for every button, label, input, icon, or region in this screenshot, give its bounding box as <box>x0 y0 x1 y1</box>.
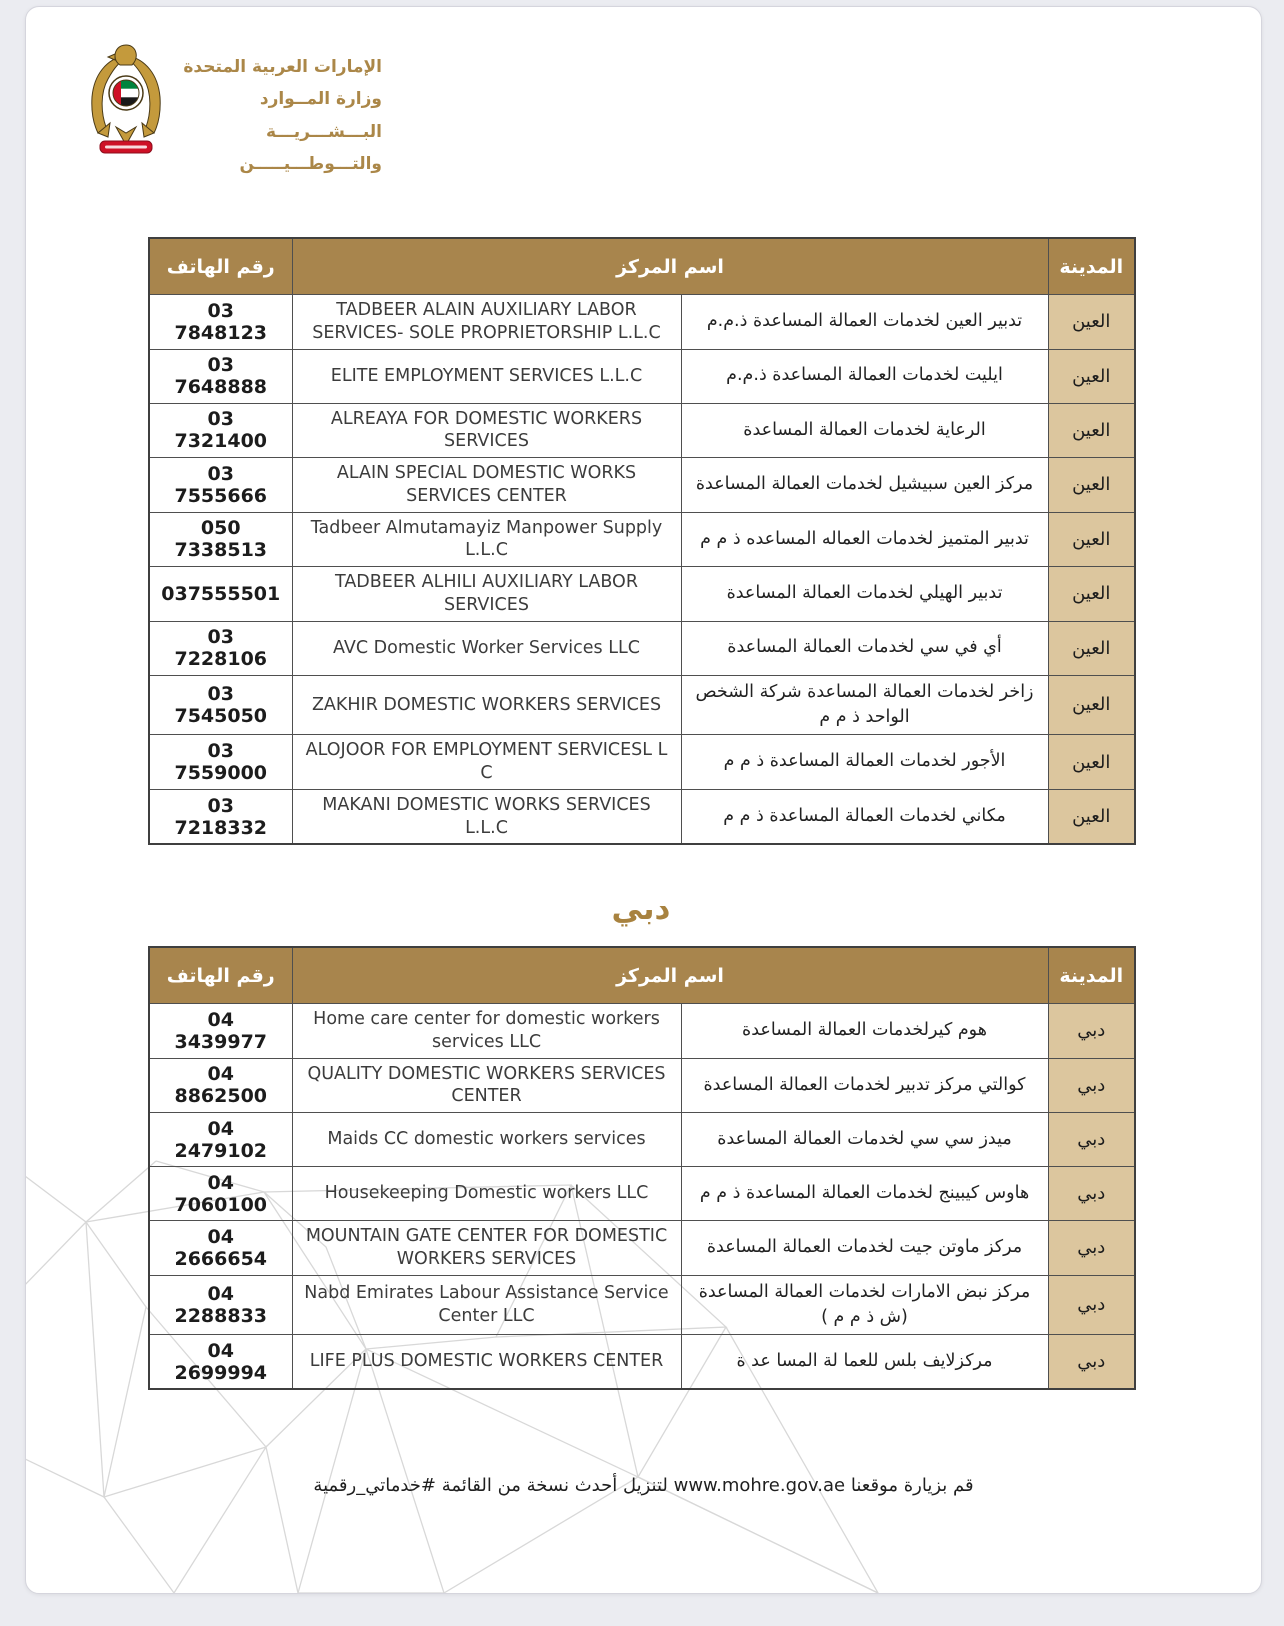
center-name-arabic-cell: الأجور لخدمات العمالة المساعدة ذ م م <box>681 735 1048 790</box>
center-name-english-cell: Housekeeping Domestic workers LLC <box>292 1167 681 1221</box>
center-name-arabic-cell: هوم كيرلخدمات العمالة المساعدة <box>681 1004 1048 1059</box>
phone-cell: 03 7648888 <box>149 349 292 403</box>
center-name-arabic-cell: زاخر لخدمات العمالة المساعدة شركة الشخص الواحد ذ م م <box>681 675 1048 735</box>
phone-column-header: رقم الهاتف <box>149 947 292 1004</box>
ministry-brand-header <box>86 41 382 180</box>
center-table-row <box>149 295 1135 350</box>
center-name-arabic-cell: تدبير العين لخدمات العمالة المساعدة ذ.م.م <box>681 295 1048 350</box>
phone-cell: 04 2479102 <box>149 1113 292 1167</box>
center-table-row <box>149 1167 1135 1221</box>
city-cell: دبي <box>1048 1335 1135 1390</box>
phone-cell: 03 7218332 <box>149 789 292 844</box>
center-name-english-cell: MOUNTAIN GATE CENTER FOR DOMESTIC WORKERS SERVICES <box>292 1221 681 1276</box>
center-name-arabic-cell: تدبير الهيلي لخدمات العمالة المساعدة <box>681 567 1048 622</box>
city-cell: دبي <box>1048 1058 1135 1113</box>
phone-cell: 04 7060100 <box>149 1167 292 1221</box>
center-table-row <box>149 621 1135 675</box>
document-page <box>25 6 1262 1594</box>
table-header-row <box>149 238 1135 295</box>
phone-cell: 03 7559000 <box>149 735 292 790</box>
city-cell: العين <box>1048 295 1135 350</box>
center-table-row <box>149 735 1135 790</box>
center-table-row <box>149 1335 1135 1390</box>
center-name-arabic-cell: الرعاية لخدمات العمالة المساعدة <box>681 403 1048 458</box>
center-table-row <box>149 567 1135 622</box>
phone-cell: 04 3439977 <box>149 1004 292 1059</box>
city-cell: دبي <box>1048 1167 1135 1221</box>
city-column-header: المدينة <box>1048 947 1135 1004</box>
center-name-arabic-cell: أي في سي لخدمات العمالة المساعدة <box>681 621 1048 675</box>
phone-cell: 03 7228106 <box>149 621 292 675</box>
center-name-english-cell: TADBEER ALHILI AUXILIARY LABOR SERVICES <box>292 567 681 622</box>
dubai-centers-table <box>148 946 1136 1390</box>
uae-falcon-emblem-icon <box>86 41 166 155</box>
city-cell: دبي <box>1048 1221 1135 1276</box>
center-name-english-cell: Maids CC domestic workers services <box>292 1113 681 1167</box>
center-name-english-cell: Nabd Emirates Labour Assistance Service Center LLC <box>292 1275 681 1335</box>
org-name-line-2: وزارة المــوارد البـــشـــريـــة <box>259 89 382 142</box>
city-cell: العين <box>1048 403 1135 458</box>
city-cell: العين <box>1048 675 1135 735</box>
phone-cell: 04 2666654 <box>149 1221 292 1276</box>
phone-cell: 050 7338513 <box>149 512 292 567</box>
website-footer-note: قم بزيارة موقعنا www.mohre.gov.ae لتنزيل أحدث نسخة من القائمة #خدماتي_رقمية <box>313 1475 974 1496</box>
org-name-line-1: الإمارات العربية المتحدة <box>183 57 382 77</box>
city-cell: دبي <box>1048 1004 1135 1059</box>
center-name-arabic-cell: هاوس كيبينج لخدمات العمالة المساعدة ذ م م <box>681 1167 1048 1221</box>
city-cell: العين <box>1048 512 1135 567</box>
center-name-english-cell: TADBEER ALAIN AUXILIARY LABOR SERVICES- SOLE PROPRIETORSHIP L.L.C <box>292 295 681 350</box>
phone-cell: 04 2288833 <box>149 1275 292 1335</box>
phone-cell: 03 7545050 <box>149 675 292 735</box>
center-table-row <box>149 349 1135 403</box>
city-cell: العين <box>1048 789 1135 844</box>
center-name-english-cell: MAKANI DOMESTIC WORKS SERVICES L.L.C <box>292 789 681 844</box>
center-name-english-cell: ALAIN SPECIAL DOMESTIC WORKS SERVICES CENTER <box>292 458 681 513</box>
center-table-row <box>149 789 1135 844</box>
center-name-arabic-cell: ميدز سي سي لخدمات العمالة المساعدة <box>681 1113 1048 1167</box>
center-name-arabic-cell: ايليت لخدمات العمالة المساعدة ذ.م.م <box>681 349 1048 403</box>
city-cell: العين <box>1048 458 1135 513</box>
center-table-row <box>149 1058 1135 1113</box>
center-table-row <box>149 1113 1135 1167</box>
center-table-row <box>149 1004 1135 1059</box>
city-cell: العين <box>1048 621 1135 675</box>
center-name-column-header: اسم المركز <box>292 947 1048 1004</box>
alain-centers-table <box>148 237 1136 845</box>
center-name-english-cell: Tadbeer Almutamayiz Manpower Supply L.L.C <box>292 512 681 567</box>
center-table-row <box>149 458 1135 513</box>
center-name-column-header: اسم المركز <box>292 238 1048 295</box>
center-table-row <box>149 1275 1135 1335</box>
city-cell: دبي <box>1048 1275 1135 1335</box>
center-name-english-cell: AVC Domestic Worker Services LLC <box>292 621 681 675</box>
center-name-arabic-cell: مركز نبض الامارات لخدمات العمالة المساعدة (ش ذ م م ) <box>681 1275 1048 1335</box>
center-name-english-cell: QUALITY DOMESTIC WORKERS SERVICES CENTER <box>292 1058 681 1113</box>
center-name-english-cell: ZAKHIR DOMESTIC WORKERS SERVICES <box>292 675 681 735</box>
city-cell: العين <box>1048 567 1135 622</box>
phone-cell: 03 7555666 <box>149 458 292 513</box>
center-name-arabic-cell: كوالتي مركز تدبير لخدمات العمالة المساعدة <box>681 1058 1048 1113</box>
phone-cell: 03 7321400 <box>149 403 292 458</box>
org-name-line-3: والتـــوطـــيـــــن <box>239 153 382 174</box>
phone-column-header: رقم الهاتف <box>149 238 292 295</box>
center-name-arabic-cell: تدبير المتميز لخدمات العماله المساعده ذ م م <box>681 512 1048 567</box>
center-table-row <box>149 1221 1135 1276</box>
center-table-row <box>149 675 1135 735</box>
center-name-english-cell: ALOJOOR FOR EMPLOYMENT SERVICESL L C <box>292 735 681 790</box>
center-table-row <box>149 403 1135 458</box>
phone-cell: 03 7848123 <box>149 295 292 350</box>
table-header-row <box>149 947 1135 1004</box>
center-name-arabic-cell: مركزلايف بلس للعما لة المسا عد ة <box>681 1335 1048 1390</box>
center-name-english-cell: LIFE PLUS DOMESTIC WORKERS CENTER <box>292 1335 681 1390</box>
center-name-arabic-cell: مركز العين سبيشيل لخدمات العمالة المساعدة <box>681 458 1048 513</box>
center-name-english-cell: ALREAYA FOR DOMESTIC WORKERS SERVICES <box>292 403 681 458</box>
center-name-english-cell: ELITE EMPLOYMENT SERVICES L.L.C <box>292 349 681 403</box>
phone-cell: 04 8862500 <box>149 1058 292 1113</box>
city-cell: العين <box>1048 735 1135 790</box>
ministry-name-text <box>182 41 382 180</box>
city-column-header: المدينة <box>1048 238 1135 295</box>
center-table-row <box>149 512 1135 567</box>
phone-cell: 037555501 <box>149 567 292 622</box>
dubai-section-title: دبي <box>611 891 671 927</box>
phone-cell: 04 2699994 <box>149 1335 292 1390</box>
center-name-english-cell: Home care center for domestic workers services LLC <box>292 1004 681 1059</box>
city-cell: دبي <box>1048 1113 1135 1167</box>
center-name-arabic-cell: مكاني لخدمات العمالة المساعدة ذ م م <box>681 789 1048 844</box>
center-name-arabic-cell: مركز ماوتن جيت لخدمات العمالة المساعدة <box>681 1221 1048 1276</box>
city-cell: العين <box>1048 349 1135 403</box>
